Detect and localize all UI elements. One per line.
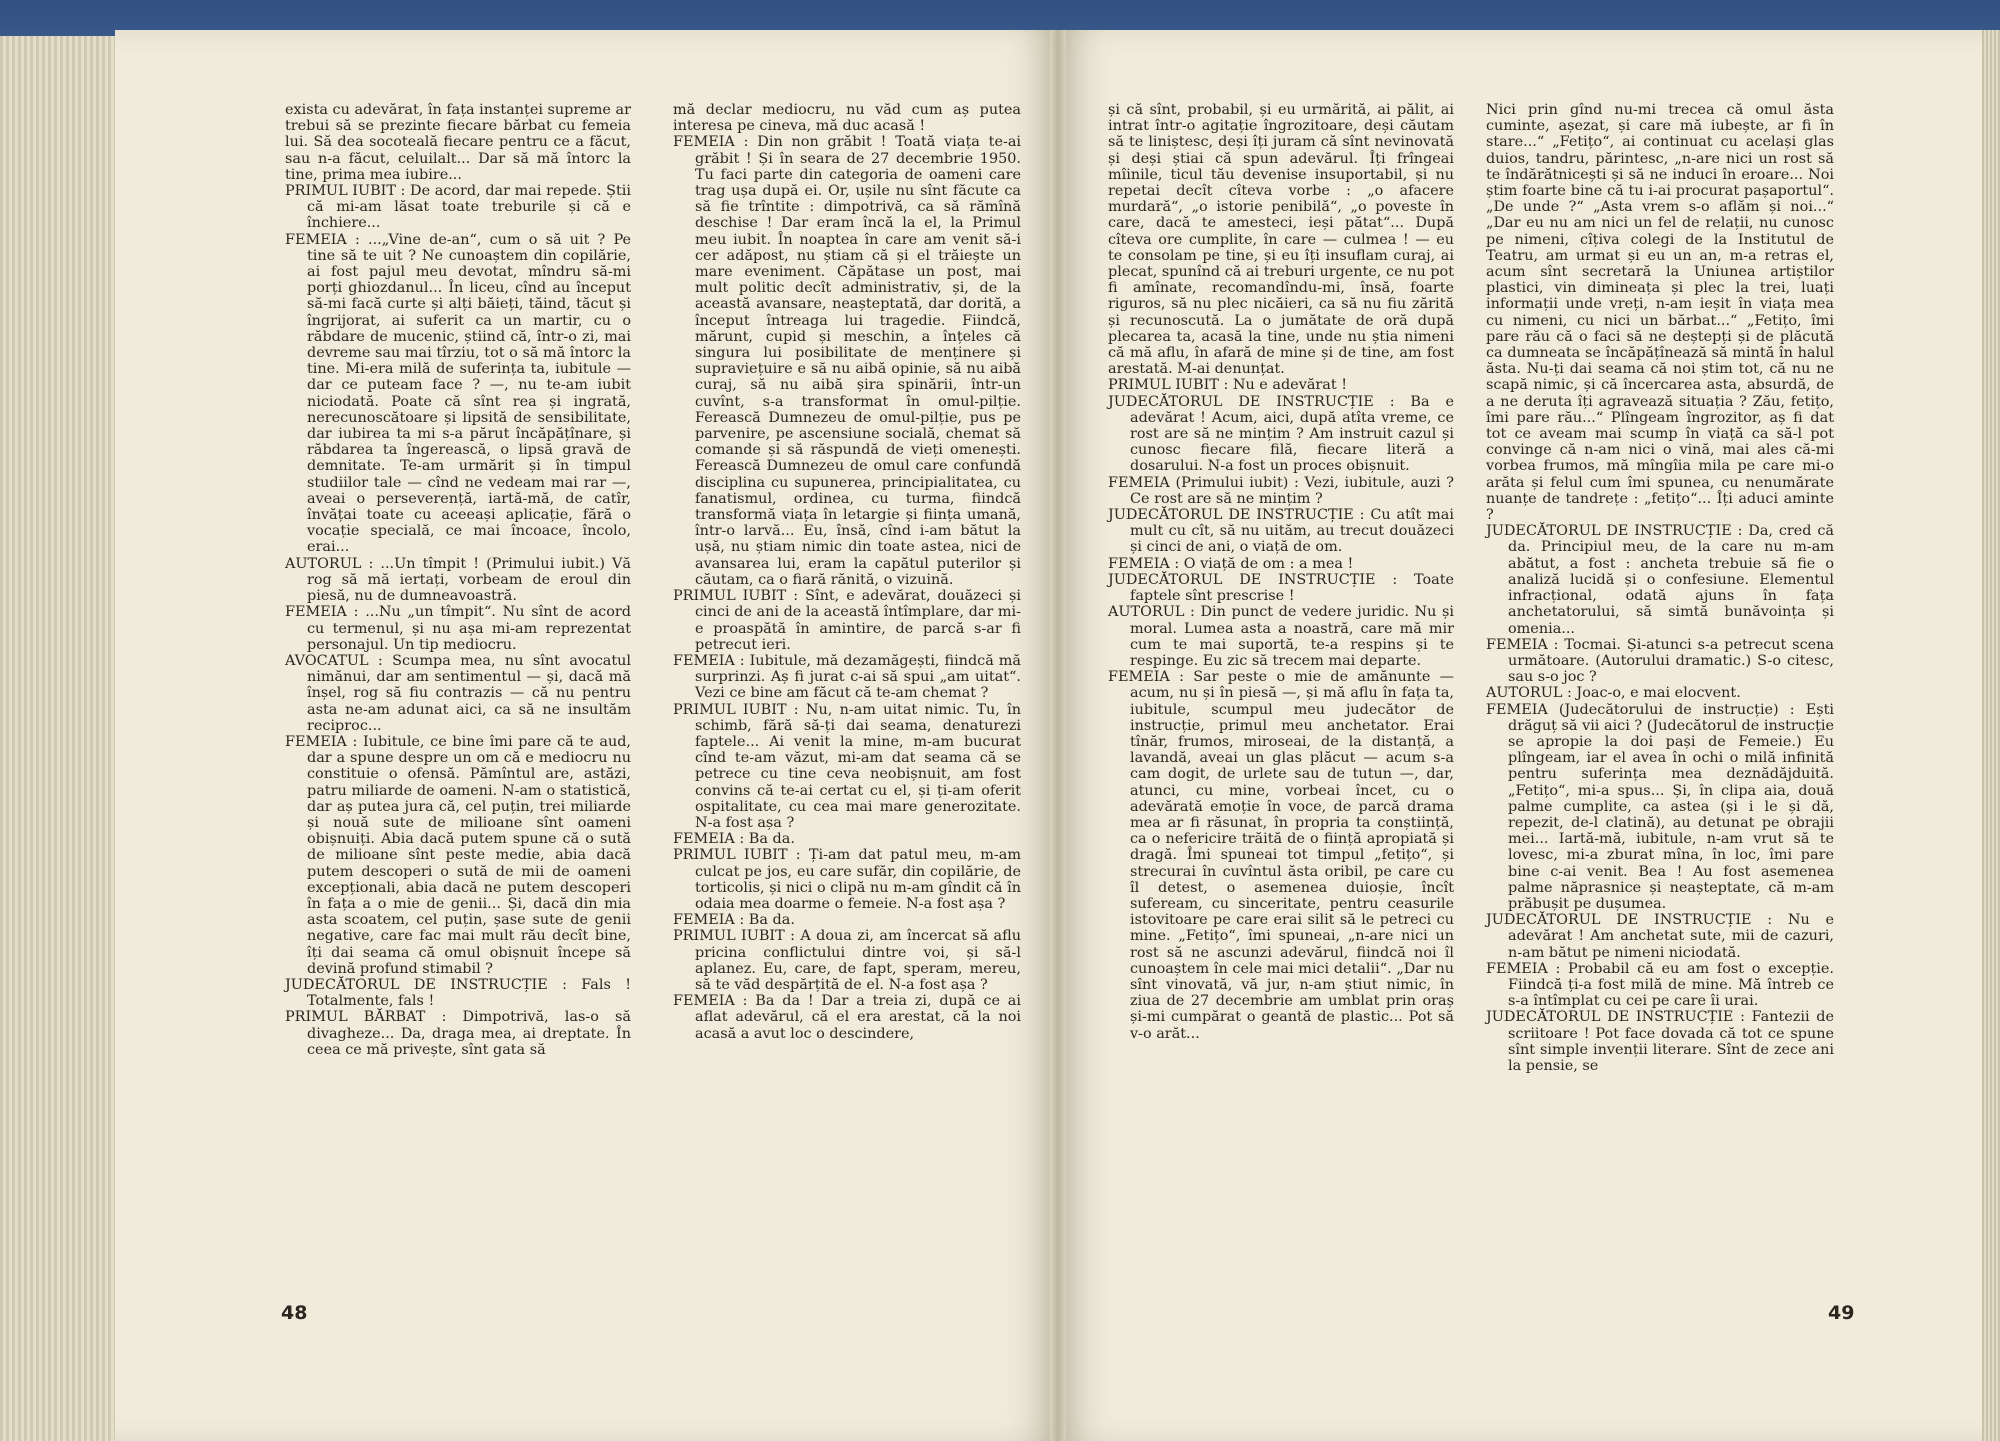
page-number-right: 49 — [1828, 1302, 1855, 1324]
dialogue-line: AUTORUL : Joac-o, e mai elocvent. — [1486, 685, 1741, 702]
dialogue-line: FEMEIA : Iubitule, ce bine îmi pare că te aud, dar a spune despre un om că e mediocru nu constituie o ofensă. Pămîntul are, astăzi, patru miliarde de oameni. N-am o statistică, dar aș putea jura că, cel puțin, trei miliarde și nouă sute de milioane sînt oameni obișnuiți. Abia dacă putem spune că o sută de milioane sînt peste medie, abia dacă putem descoperi o sută de mii de oameni excepționali, abia dacă ne putem descoperi în fața a o mie de genii... Și, dacă din mia asta scoatem, cel puțin, șase sute de genii negative, care fac mai mult rău decît bine, îți dai seama că omul obișnuit începe să devină profund stimabil ? — [285, 733, 631, 977]
dialogue-line: FEMEIA : O viață de om : a mea ! — [1108, 555, 1354, 572]
dialogue-line: AUTORUL : Din punct de vedere juridic. Nu și moral. Lumea asta a noastră, care mă mir cum te mai suportă, te-a respins și te respinge. Eu zic să trecem mai departe. — [1108, 604, 1454, 669]
dialogue-line: FEMEIA : Iubitule, mă dezamăgești, fiindcă mă surprinzi. Aș fi jurat c-ai să spui „am uitat“. Vezi ce bine am făcut că te-am chemat ? — [673, 652, 1021, 702]
dialogue-line: JUDECĂTORUL DE INSTRUCȚIE : Nu e adevărat ! Am anchetat sute, mii de cazuri, n-am bătut pe nimeni niciodată. — [1486, 912, 1834, 961]
paragraph: mă declar mediocru, nu văd cum aș putea interesa pe cineva, mă duc acasă ! — [673, 102, 1021, 135]
dialogue-line: AVOCATUL : Scumpa mea, nu sînt avocatul nimănui, dar am sentimentul — și, dacă mă înșel, rog să fiu contrazis — că nu pentru asta ne-am adunat aici, ca să ne insultăm reciproc... — [285, 652, 631, 734]
dialogue-line: PRIMUL IUBIT : Nu, n-am uitat nimic. Tu, în schimb, fără să-ți dai seama, denaturezi faptele... Ai venit la mine, m-am bucurat cînd te-am văzut, mi-am dat seama că se petrece cu tine ceva neobișnuit, am fost convins că te-ai certat cu el, și ți-am oferit ospitalitate, cu cea mai mare generozitate. N-a fost așa ? — [673, 701, 1021, 831]
dialogue-line: FEMEIA : Ba da. — [673, 912, 795, 929]
right-column-1 — [1108, 102, 1454, 1042]
dialogue-line: JUDECĂTORUL DE INSTRUCȚIE : Ba e adevărat ! Acum, aici, după atîta vreme, ce rost are să ne mințim ? Am instruit cazul și cunosc fiecare filă, fiecare literă a dosarului. N-a fost un proces obișnuit. — [1108, 393, 1454, 475]
dialogue-line: PRIMUL BĂRBAT : Dimpotrivă, las-o să divagheze... Da, draga mea, ai dreptate. În ceea ce mă privește, sînt gata să — [285, 1009, 631, 1058]
page-number-left: 48 — [281, 1302, 308, 1324]
dialogue-line: FEMEIA : Tocmai. Și-atunci s-a petrecut scena următoare. (Autorului dramatic.) S-o citesc, sau s-o joc ? — [1486, 636, 1834, 686]
dialogue-line: FEMEIA : ...„Vine de-an“, cum o să uit ? Pe tine să te uit ? Ne cunoaștem din copilărie, ai fost pajul meu devotat, mîndru să-mi porți ghiozdanul... În liceu, cînd au început să-mi facă curte și alți băieți, tăind, tăcut și îngrijorat, ai suferit ca un martir, cu o răbdare de mucenic, știind că, într-o zi, mai devreme sau mai tîrziu, tot o să mă întorc la tine. Mi-era milă de suferința ta, iubitule — dar ce puteam face ? —, nu te-am iubit niciodată. Poate că sînt rea și ingrată, nerecunoscătoare și lipsită de sensibilitate, dar iubirea ta mi s-a părut încăpățînare, și răbdarea ta îngerească, o lipsă gravă de demnitate. Te-am urmărit și în timpul studiilor tale — cînd ne vedeam mai rar —, aveai o perseverență, iartă-mă, de catîr, învățai toate cu aceeași aplicație, fără o vocație specială, ce mai încoace, încolo, erai... — [285, 231, 631, 556]
dialogue-line: FEMEIA (Primului iubit) : Vezi, iubitule, auzi ? Ce rost are să ne mințim ? — [1108, 474, 1454, 507]
dialogue-line: PRIMUL IUBIT : Ți-am dat patul meu, m-am culcat pe jos, eu care sufăr, din copilărie, de torticolis, și nici o clipă nu m-am gîndit că în odaia mea doarme o femeie. N-a fost așa ? — [673, 847, 1021, 912]
dialogue-line: PRIMUL IUBIT : Nu e adevărat ! — [1108, 377, 1348, 394]
left-column-2 — [673, 102, 1021, 1042]
page-stack-left — [0, 36, 130, 1441]
dialogue-line: FEMEIA : Ba da ! Dar a treia zi, după ce ai aflat adevărul, că el era arestat, că la noi acasă a avut loc o descindere, — [673, 993, 1021, 1042]
dialogue-line: JUDECĂTORUL DE INSTRUCȚIE : Toate faptele sînt prescrise ! — [1108, 571, 1454, 605]
left-column-1 — [285, 102, 631, 1058]
dialogue-line: FEMEIA : Probabil că eu am fost o excepție. Fiindcă ți-a fost milă de mine. Mă întreb ce s-a întîmplat cu cei pe care îi urai. — [1486, 960, 1834, 1010]
right-column-2 — [1486, 102, 1834, 1074]
dialogue-line: PRIMUL IUBIT : Sînt, e adevărat, douăzeci și cinci de ani de la această întîmplare, dar mi-e proaspătă în amintire, de parcă s-ar fi petrecut ieri. — [673, 588, 1021, 653]
dialogue-line: PRIMUL IUBIT : De acord, dar mai repede. Știi că mi-am lăsat toate treburile și că e închiere... — [285, 183, 631, 232]
right-page — [1058, 30, 1982, 1441]
dialogue-line: JUDECĂTORUL DE INSTRUCȚIE : Fantezii de scriitoare ! Pot face dovada că tot ce spune sînt simple invenții literare. Sînt de zece ani la pensie, se — [1486, 1009, 1834, 1074]
dialogue-line: PRIMUL IUBIT : A doua zi, am încercat să aflu pricina conflictului dintre voi, și să-l aplanez. Eu, care, de fapt, speram, mereu, să te văd despărțită de el. N-a fost așa ? — [673, 928, 1021, 993]
dialogue-line: FEMEIA : Sar peste o mie de amănunte — acum, nu și în piesă —, și mă aflu în fața ta, iubitule, scumpul meu judecător de instrucție, primul meu anchetator. Erai tînăr, frumos, miroseai, de la distanță, a lavandă, aveai un glas plăcut — acum s-a cam dogit, de urlete sau de tutun —, dar, atunci, cu mine, vorbeai încet, cu o adevărată emoție în voce, de parcă drama mea ar fi răsunat, în propria ta conștiință, ca o nefericire trăită de o ființă apropiată și dragă. Îmi spuneai tot timpul „fetițo“, și strecurai în cuvîntul ăsta oribil, pe care cu îl detest, o asemenea duioșie, încît sufeream, cu sinceritate, pentru ceasurile istovitoare pe care erai silit să le petreci cu mine. „Fetițo“, îmi spuneai, „n-are nici un rost să ne ascunzi adevărul, fiindcă noi îl cunoaștem în cele mai mici detalii“. „Dar nu sînt vinovată, vă jur, n-am știut nimic, în ziua de 27 decembrie am umblat prin oraș și-mi cumpărat o geantă de plastic... Pot să v-o arăt... — [1108, 669, 1454, 1042]
dialogue-line: FEMEIA : Din non grăbit ! Toată viața te-ai grăbit ! Și în seara de 27 decembrie 1950. Tu faci parte din categoria de oameni care trag ușa după ei. Or, ușile nu sînt făcute ca să fie trîntite : dimpotrivă, ca să rămînă deschise ! Dar eram încă la el, la Primul meu iubit. În noaptea în care am venit să-i cer adăpost, nu știam că și el trăiește un mare eveniment. Căpătase un post, mai mult politic decît administrativ, și, de la această avansare, neașteptată, dar dorită, a început întreaga lui tragedie. Fiindcă, mărunt, cupid și meschin, a înțeles că singura lui posibilitate de menținere și supraviețuire e să nu aibă opinie, să nu aibă curaj, să nu aibă șira spinării, într-un cuvînt, s-a transformat în omul-pilție. Ferească Dumnezeu de omul-pilție, pus pe parvenire, pe ascensiune socială, chemat să comande și să răspundă de vieți omenești. Ferească Dumnezeu de omul care confundă disciplina cu supunerea, principialitatea, cu fanatismul, ordinea, cu turma, fiindcă transformă viața în letargie și ființa umană, într-o larvă... Eu, însă, cînd i-am bătut la ușă, nu știam nimic din toate astea, nici de avansarea lui, eram la capătul puterilor și căutam, ca o fiară rănită, o vizuină. — [673, 134, 1021, 588]
paragraph: și că sînt, probabil, și eu urmărită, ai pălit, ai intrat într-o agitație îngrozitoare, deși căutam să te liniștesc, deși îți juram că sînt nevinovată și deși știai că spun adevărul. Îți frîngeai mîinile, ticul tău devenise insuportabil, și nu repetai decît cîteva vorbe : „o afacere murdară“, „o istorie penibilă“, „o poveste în care, dacă te amesteci, ieși pătat“... După cîteva ore cumplite, în care — culmea ! — eu te consolam pe tine, și eu îți insuflam curaj, ai plecat, spunînd că ai treburi urgente, ce nu pot fi amînate, recomandîndu-mi, însă, foarte riguros, să nu plec nicăieri, ca să nu fiu zărită și recunoscută. La o jumătate de oră după plecarea ta, acasă la tine, unde nu știa nimeni că mă aflu, în afară de mine și de tine, am fost arestată. M-ai denunțat. — [1108, 102, 1454, 378]
book-gutter — [1050, 30, 1066, 1441]
paragraph: exista cu adevărat, în fața instanței supreme ar trebui să se prezinte fiecare bărbat cu femeia lui. Să dea socoteală fiecare pentru ce a făcut, sau n-a făcut, celuilalt... Dar să mă întorc la tine, prima mea iubire... — [285, 102, 631, 183]
dialogue-line: AUTORUL : ...Un tîmpit ! (Primului iubit.) Vă rog să mă iertați, vorbeam de eroul din piesă, nu de dumneavoastră. — [285, 555, 631, 605]
dialogue-line: FEMEIA : Ba da. — [673, 831, 795, 848]
dialogue-line: FEMEIA (Judecătorului de instrucție) : Ești drăguț să vii aici ? (Judecătorul de instrucție se apropie la doi pași de Femeie.) Eu plîngeam, iar el avea în ochi o milă infinită pentru suferința mea deznădăjduită. „Fetițo“, mi-a spus... Și, în clipa aia, două palme cumplite, ca astea (și i le și dă, repezit, de-l clatină), au detunat pe obrajii mei... Iartă-mă, iubitule, n-am vrut să te lovesc, mi-a zburat mîna, în loc, îmi pare bine c-ai venit. Bea ! Au fost asemenea palme năprasnice și neașteptate, că m-am prăbușit pe dușumea. — [1486, 701, 1834, 912]
dialogue-line: JUDECĂTORUL DE INSTRUCȚIE : Cu atît mai mult cu cît, să nu uităm, au trecut douăzeci și cinci de ani, o viață de om. — [1108, 507, 1454, 556]
dialogue-line: FEMEIA : ...Nu „un tîmpit“. Nu sînt de acord cu termenul, și nu așa mi-am reprezentat personajul. Un tip mediocru. — [285, 604, 631, 653]
paragraph: Nici prin gînd nu-mi trecea că omul ăsta cuminte, așezat, și care mă iubește, ar fi în stare...“ „Fetițo“, ai continuat cu același glas duios, tandru, părintesc, „n-are nici un rost să te îndărătnicești și să ne induci în eroare... Noi știm foarte bine că tu i-ai procurat pașaportul“. „De unde ?“ „Asta vrem s-o aflăm și noi...“ „Dar eu nu am nici un fel de relații, nu cunosc pe nimeni, cîțiva colegi de la Institutul de Teatru, am urmat și eu un an, m-a retras el, acum sînt secretară la Uniunea artiștilor plastici, vin dimineața și plec la trei, luați informații unde vreți, n-am ieșit în viața mea cu nimeni, cu nici un bărbat...“ „Fetițo, îmi pare rău că o faci să ne deștepți și de plăcută ca dumneata se încăpățînează să mintă în halul ăsta. Nu-ți dai seama că noi știm tot, că nu ne scapă nimic, și că încercarea asta, absurdă, de a ne deruta îți agravează situația ? Zău, fetițo, îmi pare rău...“ Plîngeam îngrozitor, aș fi dat tot ce aveam mai scump în viață ca să-l pot convinge că n-am nici o vină, mai ales că-mi vorbea frumos, mă mîngîia mila pe care mi-o arăta și felul cum îmi spunea, cu nenumărate nuanțe de tandrețe : „fetițo“... Îți aduci aminte ? — [1486, 102, 1834, 524]
page-stack-right — [1982, 30, 2000, 1441]
left-page — [115, 30, 1058, 1441]
dialogue-line: JUDECĂTORUL DE INSTRUCȚIE : Da, cred că da. Principiul meu, de la care nu m-am abătut, a fost : ancheta trebuie să fie o analiză lucidă și o confesiune. Elementul infracțional, odată ajuns în fața anchetatorului, să simtă bunăvoința și omenia... — [1486, 523, 1834, 637]
dialogue-line: JUDECĂTORUL DE INSTRUCȚIE : Fals ! Totalmente, fals ! — [285, 976, 631, 1010]
